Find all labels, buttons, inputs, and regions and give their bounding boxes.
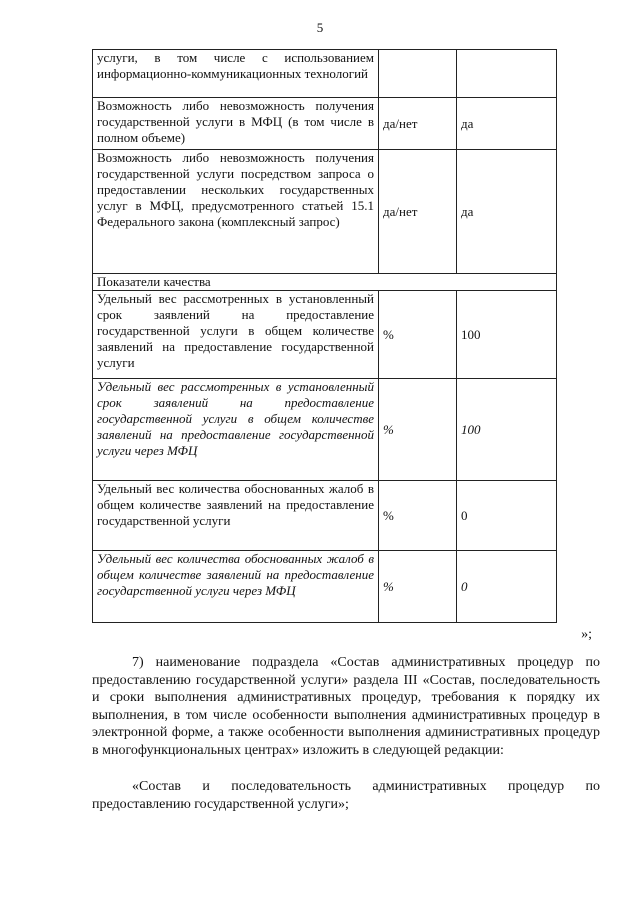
indicator-cell: Удельный вес рассмотренных в установленный срок заявлений на предоставление государственной услуги в общем количестве заявлений на предоставление государственной услуги через МФЦ xyxy=(93,379,379,481)
indicator-cell: Удельный вес количества обоснованных жалоб в общем количестве заявлений на предоставление государственной услуги xyxy=(93,481,379,551)
table-row xyxy=(93,291,557,379)
value-cell: да xyxy=(457,150,557,274)
paragraph-quote: «Состав и последовательность административных процедур по предоставлению государственной услуги»; xyxy=(92,779,600,812)
unit-cell: да/нет xyxy=(379,150,457,274)
unit-cell: % xyxy=(379,481,457,551)
table-row xyxy=(93,551,557,623)
table-row xyxy=(93,98,557,150)
table-row xyxy=(93,50,557,98)
indicator-cell: Возможность либо невозможность получения государственной услуги в МФЦ (в том числе в полном объеме) xyxy=(93,98,379,150)
table-row xyxy=(93,379,557,481)
closing-quote-mark: »; xyxy=(581,627,592,642)
unit-cell: % xyxy=(379,291,457,379)
table-row xyxy=(93,150,557,274)
page-number: 5 xyxy=(316,20,324,35)
table-section-row xyxy=(93,274,557,291)
table-row xyxy=(93,481,557,551)
quality-indicators-table xyxy=(92,49,557,623)
unit-cell xyxy=(379,50,457,98)
indicator-cell: Возможность либо невозможность получения государственной услуги посредством запроса о предоставлении нескольких государственных услуг в МФЦ, предусмотренного статьей 15.1 Федерального закона (комплексный запрос) xyxy=(93,150,379,274)
value-cell: 100 xyxy=(457,379,557,481)
value-cell: да xyxy=(457,98,557,150)
paragraph-7: 7) наименование подраздела «Состав административных процедур по предоставлению государственной услуги» раздела III «Состав, последовательность и сроки выполнения административных процедур, требования к порядку их выполнения, в том числе особенности выполнения административных процедур в электронной форме, а также особенности выполнения административных процедур в многофункциональных центрах» изложить в следующей редакции: xyxy=(92,655,600,758)
indicator-cell: Удельный вес рассмотренных в установленный срок заявлений на предоставление государственной услуги в общем количестве заявлений на предоставление государственной услуги xyxy=(93,291,379,379)
indicator-cell: услуги, в том числе с использованием информационно-коммуникационных технологий xyxy=(93,50,379,98)
indicator-cell: Удельный вес количества обоснованных жалоб в общем количестве заявлений на предоставление государственной услуги через МФЦ xyxy=(93,551,379,623)
unit-cell: да/нет xyxy=(379,98,457,150)
value-cell: 100 xyxy=(457,291,557,379)
value-cell: 0 xyxy=(457,481,557,551)
unit-cell: % xyxy=(379,379,457,481)
section-heading: Показатели качества xyxy=(93,274,557,291)
unit-cell: % xyxy=(379,551,457,623)
value-cell: 0 xyxy=(457,551,557,623)
value-cell xyxy=(457,50,557,98)
